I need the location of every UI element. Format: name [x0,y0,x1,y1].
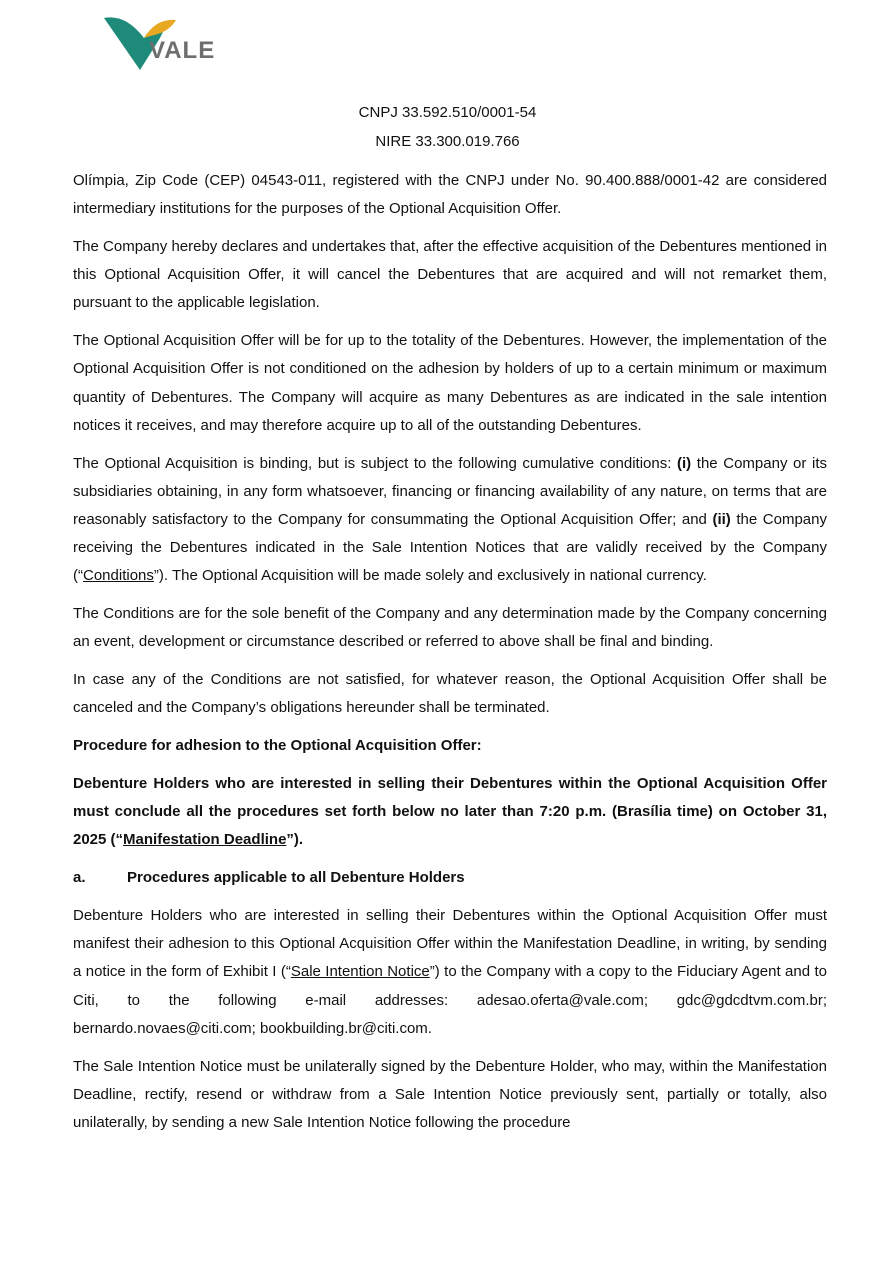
paragraph: In case any of the Conditions are not satisfied, for whatever reason, the Optional Acquisition Offer shall be canceled and the Company’s obligations hereunder shall be terminated. [73,671,827,717]
paragraph-conditions [73,450,827,591]
document-body [73,167,827,1147]
text: the Company receiving the Debentures indicated in the Sale Intention Notices that are validly received by the Company (“ [73,511,827,585]
paragraph-notice [73,902,827,1043]
text: ”) to the Company with a copy to the Fiduciary Agent and to Citi, to the following e-mail addresses: adesao.oferta@vale.com; gdc@gdcdtvm.com.br; bernardo.novaes@citi.com; bookbuilding.br@citi.com. [73,963,827,1037]
paragraph: The Company hereby declares and undertakes that, after the effective acquisition of the Debentures mentioned in this Optional Acquisition Offer, it will cancel the Debentures that are acquired and will not remarket them, pursuant to the applicable legislation. [73,238,827,312]
paragraph: The Optional Acquisition Offer will be for up to the totality of the Debentures. However, the implementation of the Optional Acquisition Offer is not conditioned on the adhesion by holders of up to a certain minimum or maximum quantity of Debentures. The Company will acquire as many Debentures as are indicated in the sale intention notices it receives, and may therefore acquire up to all of the outstanding Debentures. [73,332,827,434]
paragraph: The Conditions are for the sole benefit of the Company and any determination made by the Company concerning an event, development or circumstance described or referred to above shall be final and binding. [73,605,827,651]
item-ii: (ii) [712,511,731,529]
text: ”). [286,831,304,849]
logo-text: VALE [149,37,216,64]
item-i: (i) [677,454,692,472]
paragraph: Olímpia, Zip Code (CEP) 04543-011, registered with the CNPJ under No. 90.400.888/0001-42 are considered intermediary institutions for the purposes of the Optional Acquisition Offer. [73,172,827,218]
section-heading: Procedure for adhesion to the Optional Acquisition Offer: [73,737,482,755]
paragraph-deadline [73,770,827,855]
cnpj: CNPJ 33.592.510/0001-54 [358,104,537,121]
text: the Company or its subsidiaries obtaining, in any form whatsoever, financing or financing availability of any nature, on terms that are reasonably satisfactory to the Company for consummating the Optional Acquisition Offer; and [73,454,827,529]
text: Debenture Holders who are interested in selling their Debentures within the Optional Acquisition Offer must conclude all the procedures set forth below no later than 7:20 p.m. (Brasília time) on October 31, 2025 (“ [73,775,827,849]
paragraph: The Sale Intention Notice must be unilaterally signed by the Debenture Holder, who may, within the Manifestation Deadline, rectify, resend or withdraw from a Sale Intention Notice previously sent, partially or totally, also unilaterally, by sending a new Sale Intention Notice following the procedure [73,1057,827,1132]
nire: NIRE 33.300.019.766 [375,133,520,150]
subsection-heading [73,864,827,892]
defined-term: Conditions [83,567,154,585]
defined-term: Sale Intention Notice [290,963,430,981]
defined-term: Manifestation Deadline [123,831,287,849]
subsection-number: a. [73,869,86,887]
text: The Optional Acquisition is binding, but is subject to the following cumulative conditions: [73,454,678,472]
subsection-title: Procedures applicable to all Debenture Holders [127,869,465,887]
text: Debenture Holders who are interested in selling their Debentures within the Optional Acquisition Offer must manifest their adhesion to this Optional Acquisition Offer within the Manifestation Deadline, in writing, by sending a notice in the form of Exhibit I (“ [73,907,827,981]
text: ”). The Optional Acquisition will be made solely and exclusively in national currency. [153,567,707,585]
